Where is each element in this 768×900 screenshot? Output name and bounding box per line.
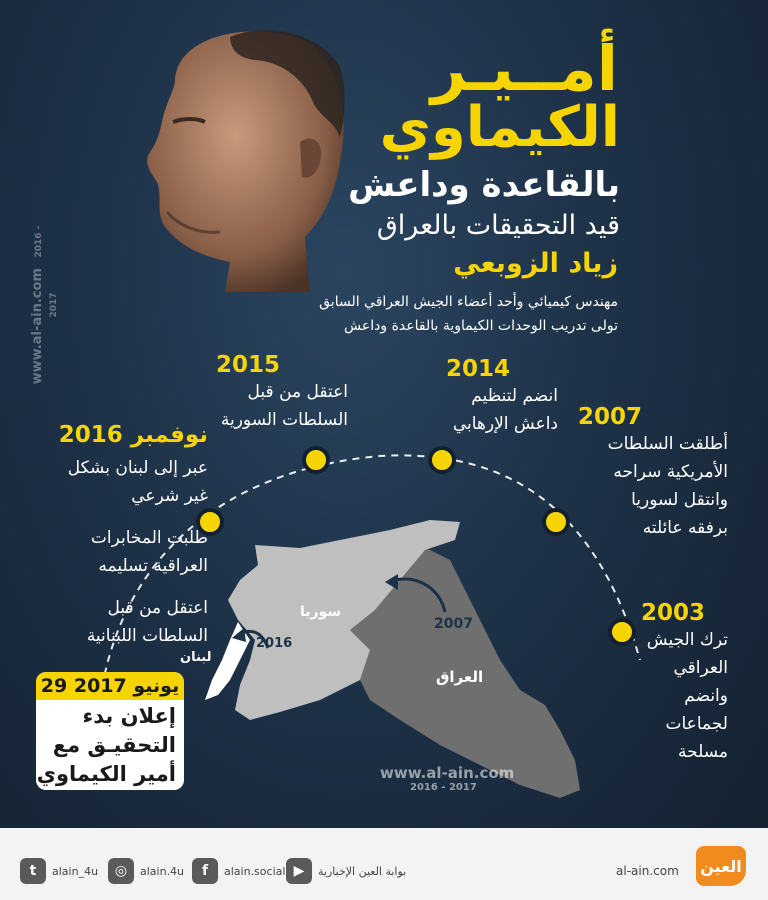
event-2014-line: داعش الإرهابي xyxy=(452,414,558,434)
announcement-text xyxy=(36,700,184,789)
side-watermark-site: www.al-ain.com xyxy=(30,268,45,385)
timeline-dot-2014 xyxy=(428,446,456,474)
person-name: زياد الزوبعي xyxy=(453,248,618,279)
event-2014-year: 2014 xyxy=(445,356,510,382)
map-watermark-years: 2016 - 2017 xyxy=(410,782,477,793)
instagram-handle: alain.4u xyxy=(140,864,185,878)
title-line2: الكيماوي xyxy=(379,95,620,160)
instagram-link[interactable] xyxy=(108,858,184,884)
event-2016-line: غير شرعي xyxy=(131,486,208,506)
event-2007-year: 2007 xyxy=(578,404,643,430)
map-label-iraq: العراق xyxy=(436,668,484,686)
event-2003-line: مسلحة xyxy=(678,742,728,762)
alain-logo xyxy=(696,846,746,886)
event-2007-line: وانتقل لسوريا xyxy=(631,490,728,510)
person-desc-line2: تولى تدريب الوحدات الكيماوية بالقاعدة وداعش xyxy=(344,318,618,334)
timeline-dot-2015 xyxy=(302,446,330,474)
map-label-lebanon: لبنان xyxy=(180,650,212,665)
event-2007-line: أطلقت السلطات xyxy=(607,434,728,454)
event-2003 xyxy=(618,600,728,766)
event-2014 xyxy=(398,356,558,438)
event-2015-line: اعتقل من قبل xyxy=(247,382,348,402)
event-2003-year: 2003 xyxy=(640,600,705,626)
event-2016-line: السلطات اللبنانية xyxy=(86,626,208,646)
instagram-icon: ◎ xyxy=(108,858,134,884)
announcement-date: 29 يونيو 2017 xyxy=(36,672,184,700)
side-watermark-years: 2016 - 2017 xyxy=(34,225,59,318)
event-2003-line: وانضم xyxy=(684,686,728,706)
event-2003-line: العراقي xyxy=(673,658,728,678)
event-2016-line: اعتقل من قبل xyxy=(107,598,208,618)
site-link[interactable]: al-ain.com xyxy=(616,864,679,878)
facebook-link[interactable] xyxy=(192,858,285,884)
event-2016-line: العراقية تسليمه xyxy=(98,556,208,576)
event-2014-line: انضم لتنظيم xyxy=(471,386,558,406)
twitter-icon: t xyxy=(20,858,46,884)
youtube-link[interactable] xyxy=(286,858,406,884)
twitter-handle: alain_4u xyxy=(52,864,99,878)
event-2015-line: السلطات السورية xyxy=(220,410,348,430)
event-2016-line: طلبت المخابرات xyxy=(90,528,208,548)
event-2015-year: 2015 xyxy=(215,352,280,378)
alain-logo-text: العين xyxy=(700,856,742,876)
announcement-box xyxy=(36,672,184,790)
facebook-handle: alain.social xyxy=(224,864,286,878)
map-watermark-site: www.al-ain.com xyxy=(380,764,515,782)
youtube-channel: بوابة العين الإخبارية xyxy=(318,864,407,878)
event-2007-line: برفقه عائلته xyxy=(642,518,728,538)
youtube-icon: ▶ xyxy=(286,858,312,884)
event-2016-line: عبر إلى لبنان بشكل xyxy=(67,458,208,478)
announcement-line: التحقيـق مع xyxy=(52,733,176,757)
title-line3: بالقاعدة وداعش xyxy=(348,165,620,205)
map-label-syria: سوريا xyxy=(300,604,342,620)
announcement-line: إعلان بدء xyxy=(82,704,176,728)
event-2007 xyxy=(548,404,728,542)
event-2003-line: لجماعات xyxy=(665,714,728,734)
facebook-icon: f xyxy=(192,858,218,884)
title-line4: قيد التحقيقات بالعراق xyxy=(376,210,620,241)
event-2007-line: الأمريكية سراحه xyxy=(613,462,728,482)
announcement-line: أمير الكيماوي xyxy=(36,762,176,786)
twitter-link[interactable] xyxy=(20,858,98,884)
title-line1: أمــيـر xyxy=(430,32,618,105)
event-2016-year: نوفمبر 2016 xyxy=(58,422,208,448)
map-label-2007: 2007 xyxy=(434,616,473,632)
event-2016 xyxy=(28,422,208,650)
event-2003-line: ترك الجيش xyxy=(646,630,728,650)
map-label-2016: 2016 xyxy=(256,636,293,651)
person-desc-line1: مهندس كيميائي وأحد أعضاء الجيش العراقي السابق xyxy=(319,294,618,310)
map-watermark xyxy=(380,764,514,793)
footer xyxy=(0,828,768,900)
